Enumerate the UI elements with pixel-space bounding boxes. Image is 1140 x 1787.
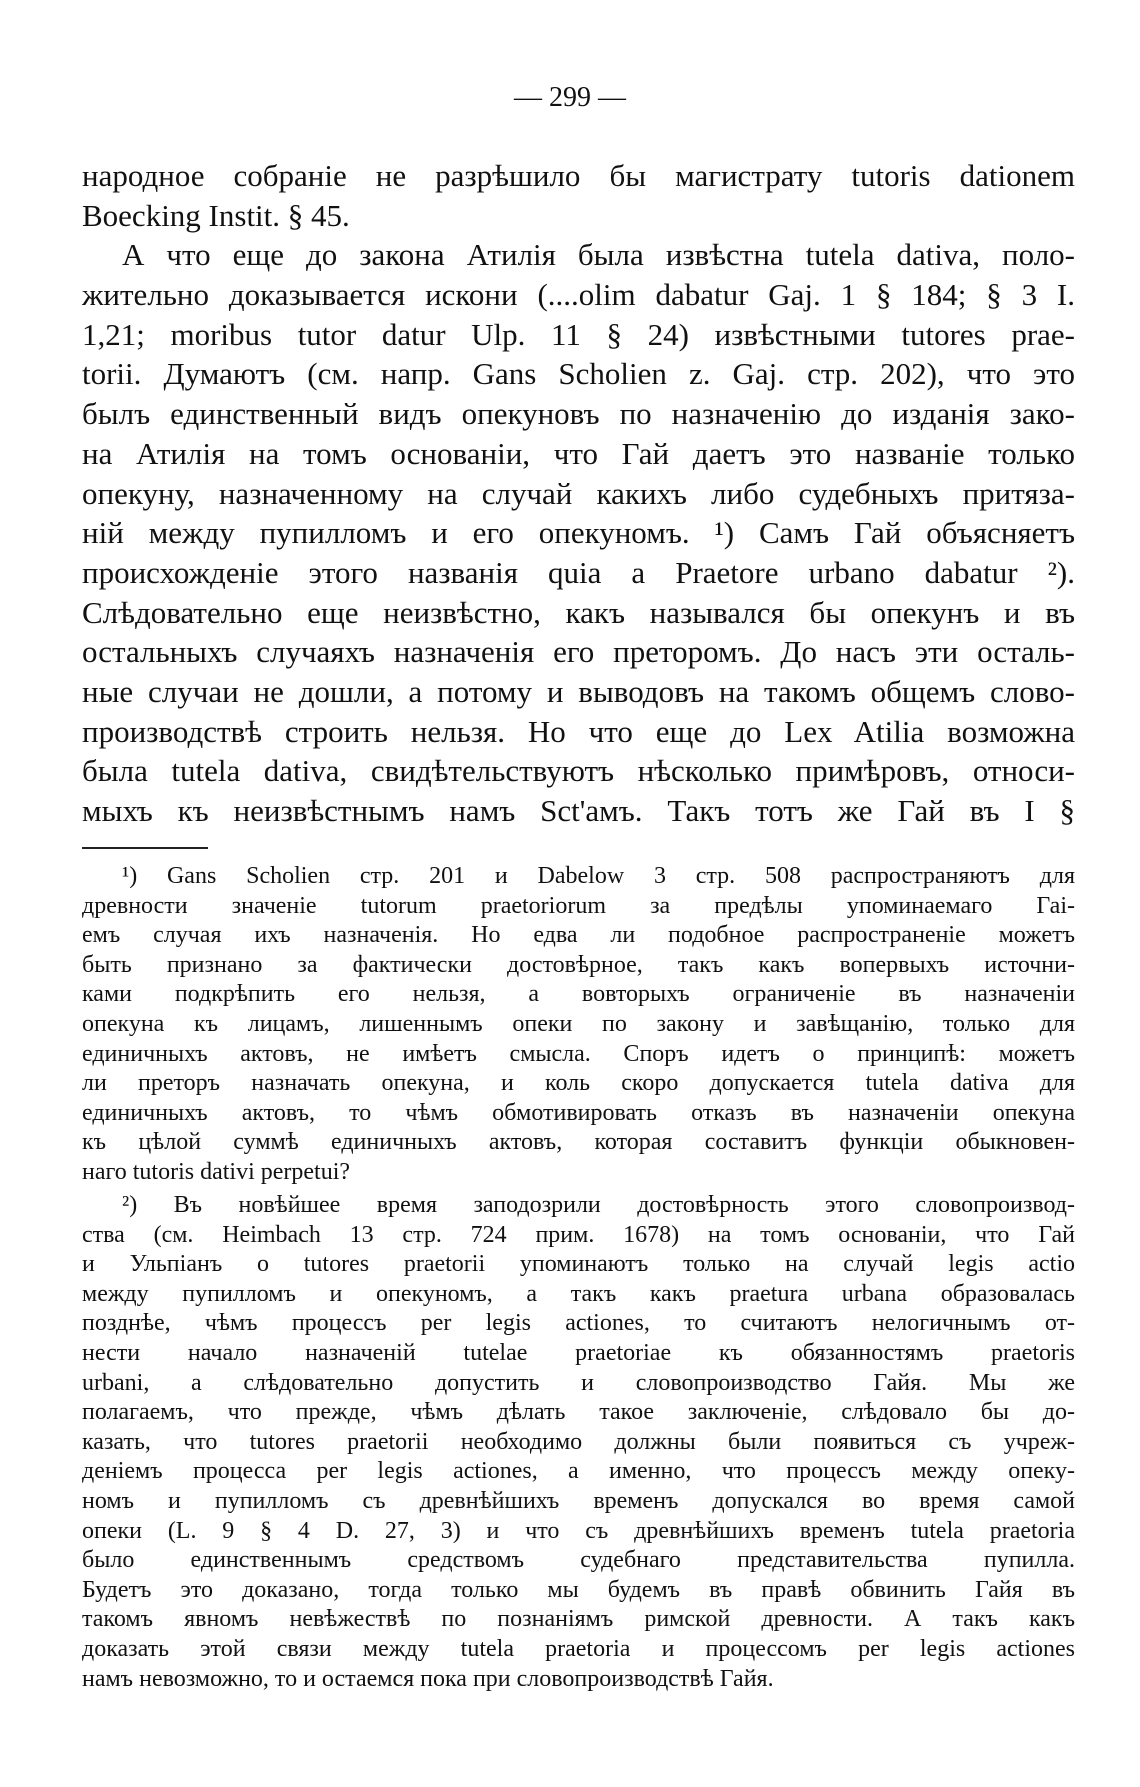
text-line: torii. Думаютъ (см. напр. Gans Scholien z. Gaj. стр. 202), что это (82, 356, 1075, 392)
text-line: А что еще до закона Атилія была извѣстна tutela dativa, поло- (122, 237, 1075, 273)
text-line: доказать этой связи между tutela praetoria и процессомъ per legis actiones (82, 1635, 1075, 1662)
footnote-1 (82, 862, 1075, 1188)
text-line: ками подкрѣпить его нельзя, а вовторыхъ ограниченіе въ назначеніи (82, 981, 1075, 1008)
text-line: номъ и пупилломъ съ древнѣйшихъ временъ допускался во время самой (82, 1487, 1075, 1514)
text-line: urbani, а слѣдовательно допустить и словопроизводство Гайя. Мы же (82, 1369, 1075, 1396)
text-line: было единственнымъ средствомъ судебнаго представительства пупилла. (82, 1547, 1075, 1574)
text-line: ные случаи не дошли, а потому и выводовъ на такомъ общемъ слово- (82, 673, 1075, 709)
text-line: ній между пупилломъ и его опекуномъ. ¹) Самъ Гай объясняетъ (82, 515, 1075, 551)
text-line: единичныхъ актовъ, то чѣмъ обмотивировать отказъ въ назначеніи опекуна (82, 1099, 1075, 1126)
text-line: мыхъ къ неизвѣстнымъ намъ Sct'амъ. Такъ тотъ же Гай въ I § (82, 793, 1075, 828)
text-line: опекуна къ лицамъ, лишеннымъ опеки по закону и завѣщанію, только для (82, 1010, 1075, 1037)
text-line: намъ невозможно, то и остаемся пока при словопроизводствѣ Гайя. (82, 1665, 774, 1692)
text-line: деніемъ процесса per legis actiones, а именно, что процессъ между опеку- (82, 1458, 1075, 1485)
text-line: опеки (L. 9 § 4 D. 27, 3) и что съ древнѣйшихъ временъ tutela praetoria (82, 1517, 1075, 1544)
text-line: полагаемъ, что прежде, чѣмъ дѣлать такое заключеніе, слѣдовало бы до- (82, 1399, 1075, 1426)
text-line: остальныхъ случаяхъ назначенія его преторомъ. До насъ эти осталь- (82, 634, 1075, 670)
text-line: и Ульпіанъ о tutores praetorii упоминаютъ только на случай legis actio (82, 1251, 1075, 1278)
text-line: наго tutoris dativi perpetui? (82, 1158, 351, 1185)
text-line: была tutela dativa, свидѣтельствуютъ нѣсколько примѣровъ, относи- (82, 753, 1075, 789)
text-line: быть признано за фактически достовѣрное, такъ какъ вопервыхъ источни- (82, 951, 1075, 978)
text-line: ¹) Gans Scholien стр. 201 и Dabelow 3 стр. 508 распространяютъ для (122, 863, 1075, 889)
text-line: Boecking Instit. § 45. (82, 197, 350, 233)
text-line: ства (см. Heimbach 13 стр. 724 прим. 1678) на томъ основаніи, что Гай (82, 1221, 1075, 1248)
footnote-2 (82, 1191, 1075, 1694)
text-line: къ цѣлой суммѣ единичныхъ актовъ, которая составитъ функціи обыкновен- (82, 1129, 1075, 1156)
text-line: ли преторъ назначать опекуна, и коль скоро допускается tutela dativa для (82, 1070, 1075, 1097)
text-line: ²) Въ новѣйшее время заподозрили достовѣрность этого словопроизвод- (122, 1192, 1075, 1218)
text-line: емъ случая ихъ назначенія. Но едва ли подобное распространеніе можетъ (82, 922, 1075, 949)
page-number: — 299 — (514, 82, 626, 113)
text-line: жительно доказывается искони (....olim dabatur Gaj. 1 § 184; § 3 I. (82, 277, 1075, 313)
text-line: нести начало назначеній tutelae praetoriae къ обязанностямъ praetoris (82, 1339, 1075, 1366)
text-line: Слѣдовательно еще неизвѣстно, какъ назывался бы опекунъ и въ (82, 594, 1075, 630)
main-text (82, 156, 1075, 831)
text-line: народное собраніе не разрѣшило бы магистрату tutoris dationem (82, 158, 1075, 193)
text-line: древности значеніе tutorum praetoriorum за предѣлы упоминаемаго Гаі- (82, 892, 1075, 919)
text-line: Будетъ это доказано, тогда только мы будемъ въ правѣ обвинить Гайя въ (82, 1576, 1075, 1603)
footnote-separator (82, 847, 208, 849)
text-line: былъ единственный видъ опекуновъ по назначенію до изданія зако- (82, 396, 1075, 432)
text-line: позднѣе, чѣмъ процессъ per legis actiones, то считаютъ нелогичнымъ от- (82, 1310, 1075, 1337)
text-line: на Атилія на томъ основаніи, что Гай даетъ это названіе только (82, 435, 1075, 471)
text-line: единичныхъ актовъ, не имѣетъ смысла. Споръ идетъ о принципѣ: можетъ (82, 1040, 1075, 1067)
text-line: 1,21; moribus tutor datur Ulp. 11 § 24) извѣстными tutores prae- (82, 316, 1075, 352)
text-line: производствѣ строить нельзя. Но что еще до Lex Atilia возможна (82, 713, 1075, 749)
text-line: казать, что tutores praetorii необходимо должны были появиться съ учреж- (82, 1428, 1075, 1455)
text-line: происхожденіе этого названія quia a Praetore urbano dabatur ²). (82, 554, 1075, 590)
text-line: опекуну, назначенному на случай какихъ либо судебныхъ притяза- (82, 475, 1075, 511)
text-line: между пупилломъ и опекуномъ, а такъ какъ praetura urbana образовалась (82, 1280, 1075, 1307)
text-line: такомъ явномъ невѣжествѣ по познаніямъ римской древности. А такъ какъ (82, 1606, 1075, 1633)
